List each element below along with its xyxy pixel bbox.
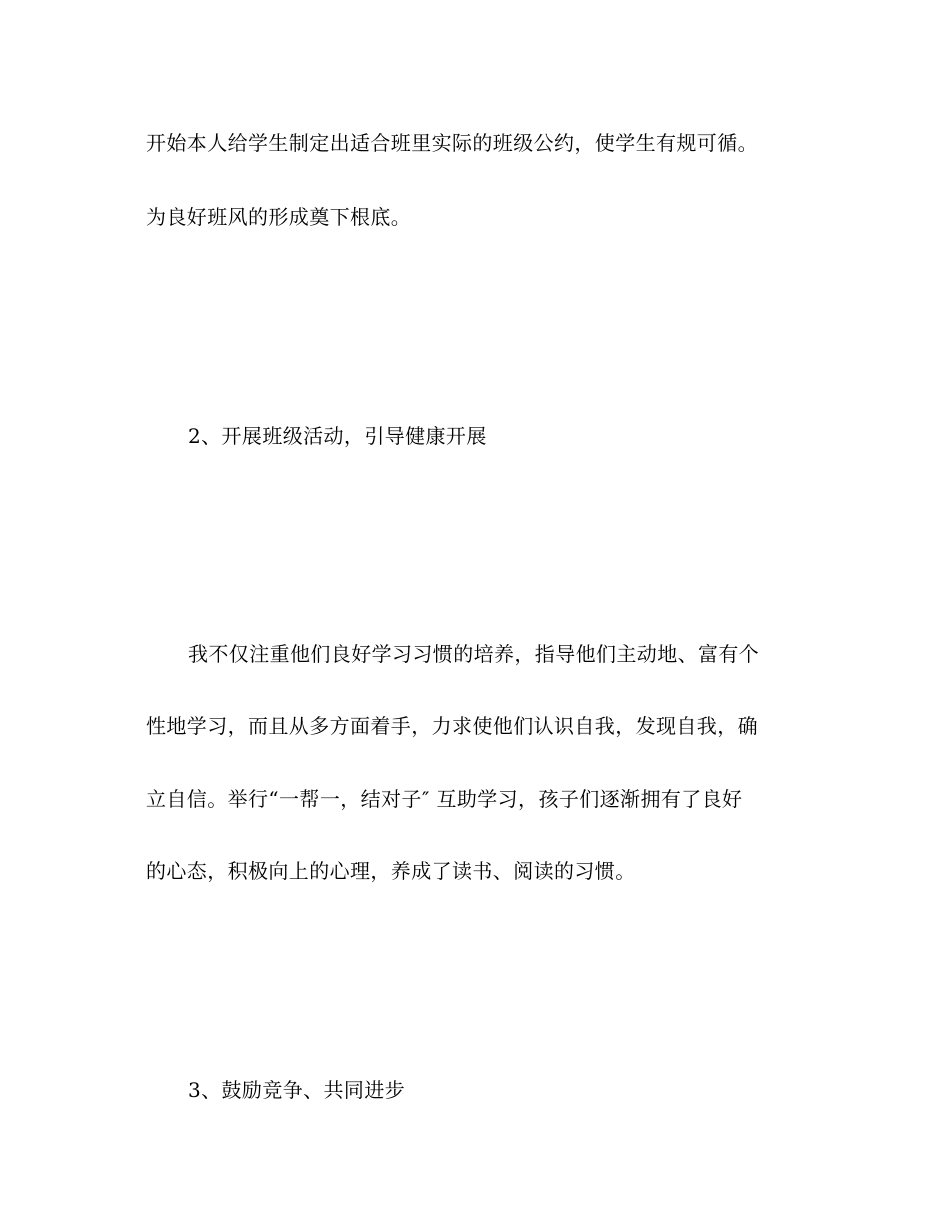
paragraph-1-line-2: 为良好班风的形成奠下根底。	[146, 205, 412, 229]
section-heading-2: 2、开展班级活动，引导健康开展	[188, 424, 487, 448]
paragraph-2-line-2: 性地学习，而且从多方面着手，力求使他们认识自我，发现自我，确	[146, 714, 758, 738]
paragraph-1-line-1: 开始本人给学生制定出适合班里实际的班级公约，使学生有规可循。	[146, 131, 758, 155]
section-heading-3: 3、鼓励竞争、共同进步	[188, 1078, 406, 1102]
paragraph-2-line-3: 立自信。举行“一帮一，结对子″ 互助学习，孩子们逐渐拥有了良好	[146, 787, 743, 811]
paragraph-2-line-4: 的心态，积极向上的心理，养成了读书、阅读的习惯。	[146, 859, 636, 883]
paragraph-2-line-1: 我不仅注重他们良好学习习惯的培养，指导他们主动地、富有个	[188, 642, 760, 666]
